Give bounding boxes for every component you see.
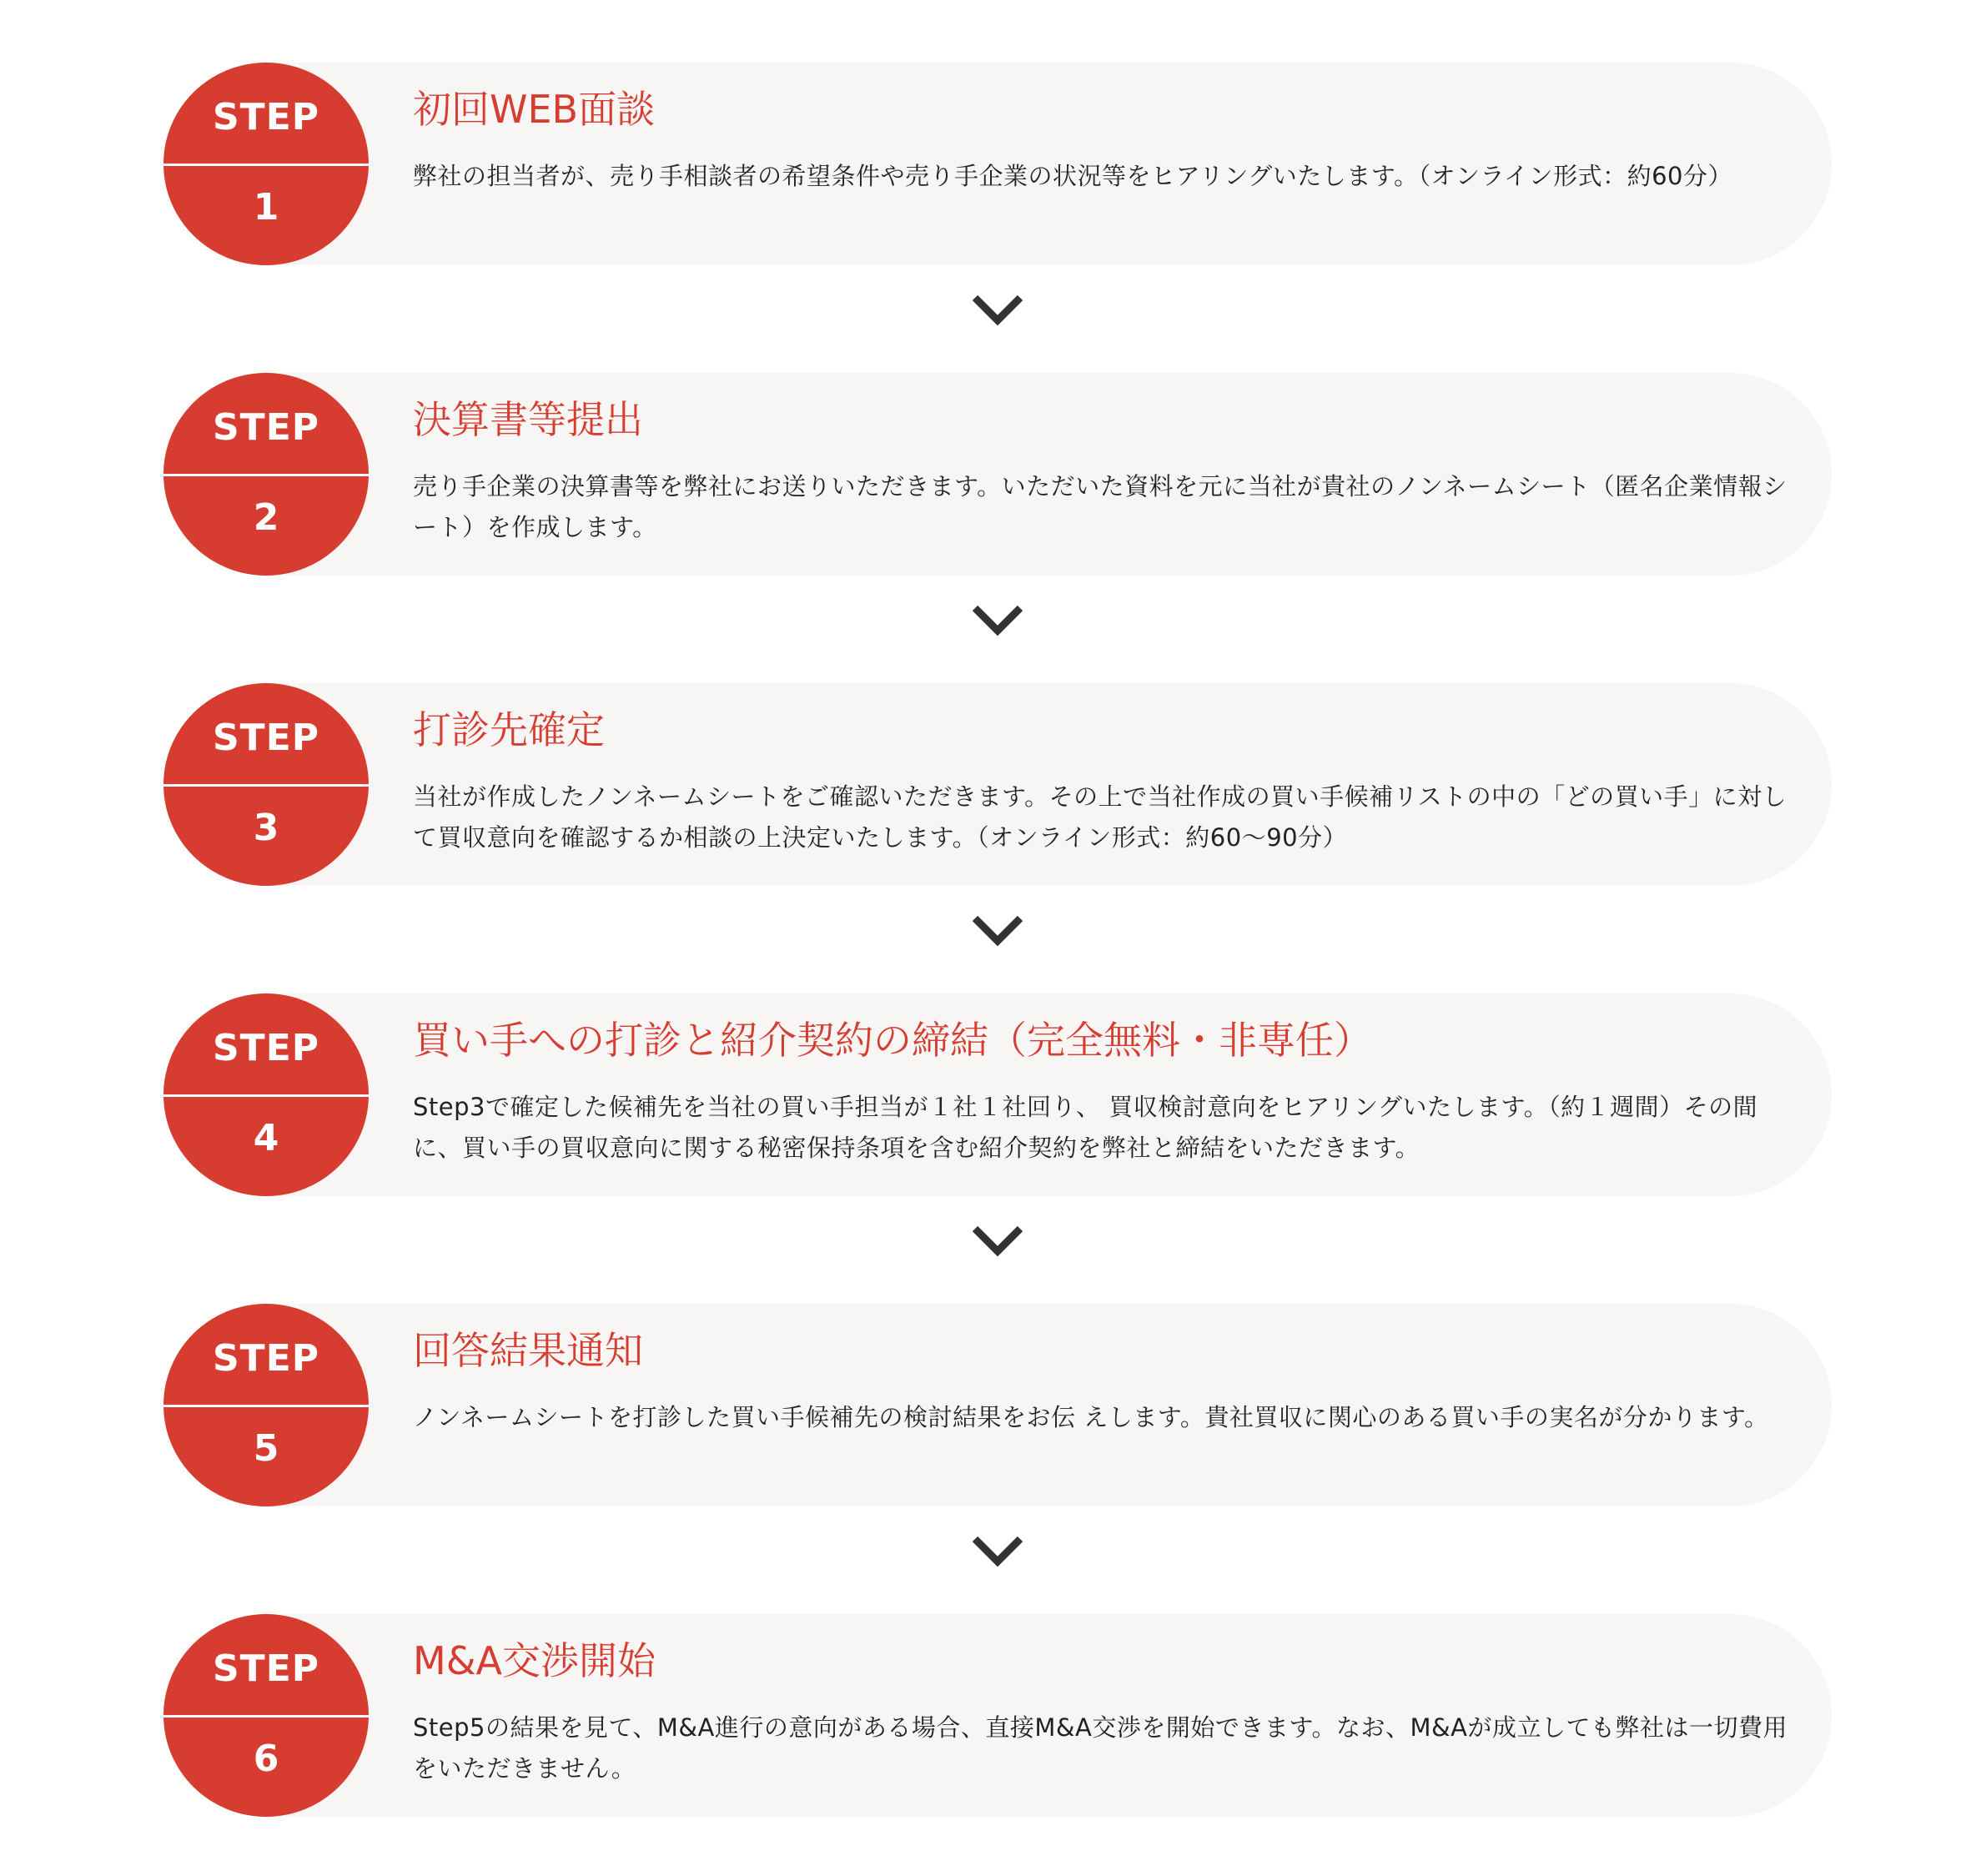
badge-divider (163, 1715, 369, 1718)
step-connector (163, 576, 1832, 683)
step-card-3 (163, 683, 1832, 886)
step-title: 買い手への打診と紹介契約の締結（完全無料・非専任） (413, 1018, 1372, 1063)
step-number: 6 (253, 1738, 279, 1780)
step-badge-label: STEP (212, 1647, 319, 1690)
step-number: 2 (253, 496, 279, 539)
step-badge (163, 63, 369, 265)
step-title: 決算書等提出 (413, 397, 643, 442)
step-flow (163, 63, 1832, 1817)
step-title: M&A交渉開始 (413, 1638, 656, 1683)
step-badge-label: STEP (212, 406, 319, 449)
chevron-down-icon (971, 914, 1024, 948)
step-title: 打診先確定 (413, 707, 605, 752)
step-card-5 (163, 1304, 1832, 1506)
step-description: 弊社の担当者が、売り手相談者の希望条件や売り手企業の状況等をヒアリングいたします。（オンライン形式：約60分） (413, 162, 1732, 190)
badge-divider (163, 163, 369, 166)
step-connector (163, 265, 1832, 373)
step-content (413, 1324, 1807, 1438)
step-badge (163, 683, 369, 886)
step-badge-label: STEP (212, 1027, 319, 1069)
step-title: 回答結果通知 (413, 1328, 643, 1373)
step-number: 4 (253, 1117, 279, 1159)
step-badge-label: STEP (212, 1337, 319, 1380)
badge-divider (163, 1405, 369, 1407)
step-badge-label: STEP (212, 717, 319, 759)
step-card-1 (163, 63, 1832, 265)
step-description: 売り手企業の決算書等を弊社にお送りいただきます。いただいた資料を元に当社が貴社のノンネームシート（匿名企業情報シート）を作成します。 (413, 472, 1787, 541)
chevron-down-icon (971, 1535, 1024, 1568)
step-content (413, 83, 1807, 197)
step-badge (163, 1304, 369, 1506)
step-number: 1 (253, 186, 279, 229)
step-description: Step3で確定した候補先を当社の買い手担当が１社１社回り、 買収検討意向をヒアリングいたします。（約１週間）その間に、買い手の買収意向に関する秘密保持条項を含む紹介契約を弊社と締結をいただきます。 (413, 1093, 1758, 1162)
step-number: 5 (253, 1427, 279, 1470)
step-connector (163, 1506, 1832, 1614)
step-description: 当社が作成したノンネームシートをご確認いただきます。その上で当社作成の買い手候補リストの中の「どの買い手」に対して買収意向を確認するか相談の上決定いたします。（オンライン形式：約60〜90分） (413, 782, 1787, 852)
step-number: 3 (253, 807, 279, 849)
step-description: Step5の結果を見て、M&A進行の意向がある場合、直接M&A交渉を開始できます。なお、M&Aが成立しても弊社は一切費用をいただきません。 (413, 1713, 1788, 1783)
step-connector (163, 886, 1832, 993)
step-description: ノンネームシートを打診した買い手候補先の検討結果をお伝 えします。貴社買収に関心のある買い手の実名が分かります。 (413, 1403, 1769, 1431)
step-badge (163, 373, 369, 576)
step-card-4 (163, 993, 1832, 1196)
chevron-down-icon (971, 1225, 1024, 1258)
step-badge-label: STEP (212, 96, 319, 138)
step-title: 初回WEB面談 (413, 87, 656, 132)
step-card-2 (163, 373, 1832, 576)
badge-divider (163, 1094, 369, 1097)
chevron-down-icon (971, 294, 1024, 327)
step-content (413, 703, 1807, 858)
step-content (413, 393, 1807, 548)
step-connector (163, 1196, 1832, 1304)
step-content (413, 1013, 1807, 1169)
step-badge (163, 1614, 369, 1817)
step-card-6 (163, 1614, 1832, 1817)
badge-divider (163, 784, 369, 787)
step-content (413, 1634, 1807, 1789)
chevron-down-icon (971, 604, 1024, 637)
badge-divider (163, 474, 369, 476)
step-badge (163, 993, 369, 1196)
